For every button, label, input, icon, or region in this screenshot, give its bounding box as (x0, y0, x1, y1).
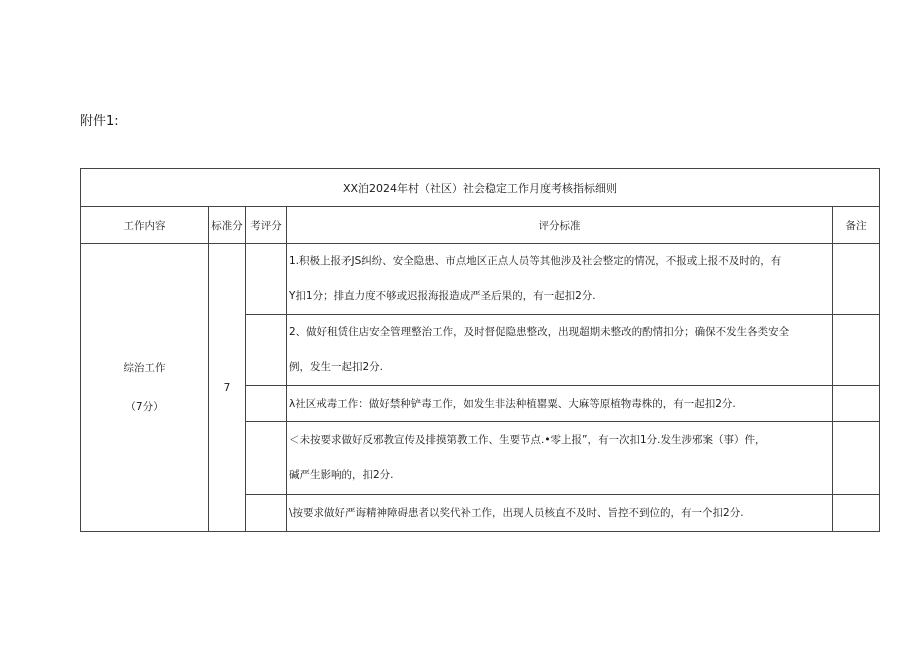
header-work-content: 工作内容 (81, 207, 209, 244)
criteria-line: ＜未按要求做好反邪教宣传及排摸第教工作、生要节点.•零上报”，有一次扣1分.发生涉邪案（事）件， (289, 434, 766, 446)
criteria-line: Y扣1分；排直力度不够或迟报海报造成严圣后果的，有一起扣2分. (289, 290, 596, 302)
header-remarks: 备注 (833, 207, 880, 244)
criteria-line: 碱严生影响的，扣2分. (289, 469, 394, 481)
criteria-line: 1.积极上报矛JS纠纷、安全隐患、市点地区正点人员等其他涉及社会整定的情况，不报或上报不及时的，有 (289, 255, 782, 267)
criteria-line: 2、做好租赁住店安全管理整治工作，及时督促隐患整改，出现超期未整改的酌情扣分；确保不发生各类安全 (289, 326, 790, 338)
table-row (81, 244, 880, 315)
work-name: 综治工作 (123, 361, 166, 374)
criteria-cell (287, 244, 833, 315)
attachment-label: 附件1: (80, 114, 119, 129)
assessment-score-cell (246, 386, 287, 422)
work-content-cell (81, 244, 209, 532)
header-assessment-score: 考评分 (246, 207, 287, 244)
header-standard-score: 标准分 (209, 207, 246, 244)
assessment-score-cell (246, 495, 287, 532)
criteria-cell (287, 315, 833, 386)
assessment-score-cell (246, 315, 287, 386)
remarks-cell (833, 244, 880, 315)
criteria-line: λ社区戒毒工作：做好禁种铲毒工作，如发生非法种植罂粟、大麻等原植物毒株的，有一起扣2分. (289, 397, 736, 410)
assessment-score-cell (246, 244, 287, 315)
remarks-cell (833, 386, 880, 422)
criteria-cell (287, 495, 833, 532)
table-title: XX泊2024年村（社区）社会稳定工作月度考核指标细则 (81, 169, 880, 207)
remarks-cell (833, 422, 880, 495)
assessment-score-cell (246, 422, 287, 495)
standard-score-cell: 7 (209, 244, 246, 532)
criteria-line: 例，发生一起扣2分. (289, 361, 384, 373)
remarks-cell (833, 315, 880, 386)
criteria-line: \按要求做好严诲精神障碍患者以奖代补工作，出现人员核直不及时、旨控不到位的，有一个扣2分. (289, 507, 744, 519)
header-criteria: 评分标准 (287, 207, 833, 244)
remarks-cell (833, 495, 880, 532)
assessment-table (80, 168, 880, 532)
header-row (81, 207, 880, 244)
work-points: （7分） (125, 400, 164, 413)
criteria-cell (287, 422, 833, 495)
criteria-cell (287, 386, 833, 422)
